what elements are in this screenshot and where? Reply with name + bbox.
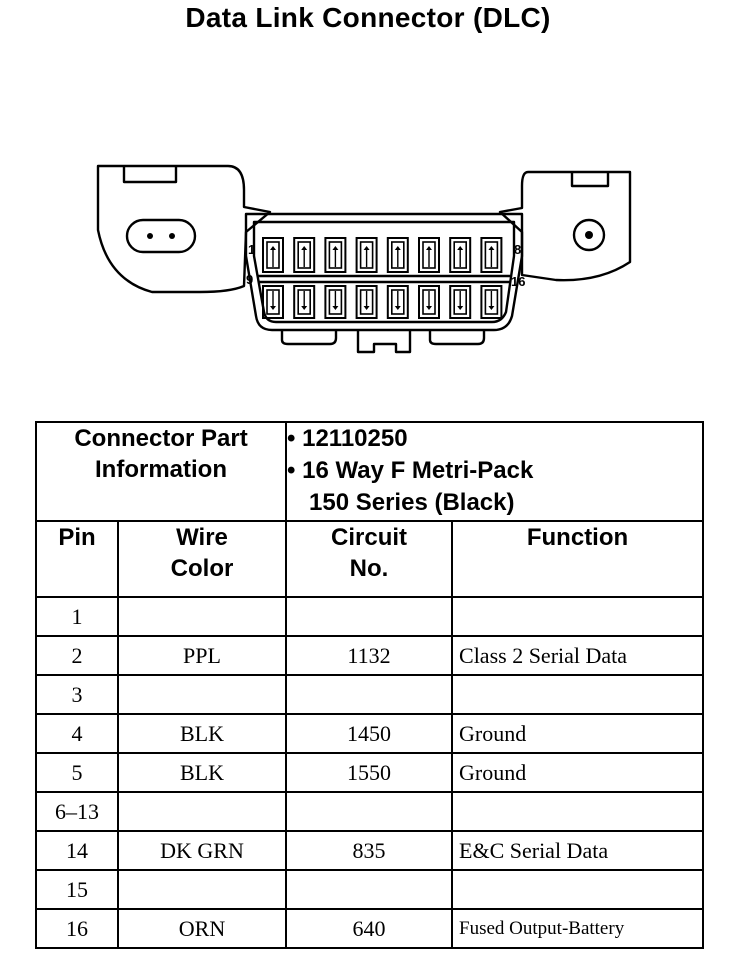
bottom-pin-7 [450, 286, 470, 318]
wire-color-cell [118, 792, 286, 831]
pin-cell: 3 [36, 675, 118, 714]
header-wire-color: Wire Color [118, 521, 286, 597]
part-info-value [286, 422, 703, 521]
function-cell: E&C Serial Data [452, 831, 703, 870]
left-oval-socket [127, 220, 195, 252]
header-pin: Pin [36, 521, 118, 597]
top-pin-1 [263, 238, 283, 272]
table-row [36, 870, 703, 909]
function-cell: Fused Output-Battery [452, 909, 703, 948]
bottom-pin-row [263, 286, 501, 318]
pin-label-16: 16 [511, 274, 526, 289]
circuit-cell [286, 597, 452, 636]
bottom-pin-2 [294, 286, 314, 318]
function-cell: Ground [452, 753, 703, 792]
table-row [36, 792, 703, 831]
pin-cell: 1 [36, 597, 118, 636]
pin-cell: 4 [36, 714, 118, 753]
wire-color-cell [118, 597, 286, 636]
circuit-cell [286, 792, 452, 831]
wire-color-cell: DK GRN [118, 831, 286, 870]
table-header-row [36, 521, 703, 597]
circuit-cell: 1550 [286, 753, 452, 792]
top-pin-row [263, 238, 501, 272]
top-pin-3 [325, 238, 345, 272]
part-number: 12110250 [302, 425, 408, 452]
table-row [36, 753, 703, 792]
page-title: Data Link Connector (DLC) [185, 2, 551, 33]
wire-color-cell: ORN [118, 909, 286, 948]
wire-color-cell: BLK [118, 753, 286, 792]
bottom-pin-3 [325, 286, 345, 318]
part-info-label: Connector Part Information [36, 422, 286, 521]
bottom-key-notch [358, 330, 410, 352]
top-pin-6 [419, 238, 439, 272]
bottom-key-tab [282, 330, 336, 344]
connector-inner-body [254, 222, 514, 322]
top-pin-5 [388, 238, 408, 272]
bottom-pin-5 [388, 286, 408, 318]
pin-cell: 5 [36, 753, 118, 792]
pin-label-8: 8 [514, 242, 522, 257]
bottom-pin-8 [481, 286, 501, 318]
top-pin-2 [294, 238, 314, 272]
table-row [36, 675, 703, 714]
top-pin-8 [481, 238, 501, 272]
left-mounting-ear [98, 166, 270, 292]
function-cell [452, 597, 703, 636]
bottom-pin-1 [263, 286, 283, 318]
pin-label-1: 1 [248, 242, 256, 257]
bottom-pin-4 [357, 286, 377, 318]
header-circuit-no: Circuit No. [286, 521, 452, 597]
connector-info-table [35, 421, 704, 949]
pin-cell: 2 [36, 636, 118, 675]
wire-color-cell [118, 870, 286, 909]
table-row [36, 636, 703, 675]
circuit-cell: 835 [286, 831, 452, 870]
function-cell [452, 675, 703, 714]
circuit-cell: 1132 [286, 636, 452, 675]
function-cell: Class 2 Serial Data [452, 636, 703, 675]
function-cell [452, 792, 703, 831]
circuit-cell [286, 870, 452, 909]
left-top-tab [124, 166, 176, 182]
pin-cell: 14 [36, 831, 118, 870]
wire-color-cell: PPL [118, 636, 286, 675]
part-series-line: 150 Series (Black) [309, 489, 515, 516]
wire-color-cell: BLK [118, 714, 286, 753]
table-row [36, 909, 703, 948]
circuit-cell: 640 [286, 909, 452, 948]
function-cell [452, 870, 703, 909]
function-cell: Ground [452, 714, 703, 753]
part-info-row [36, 422, 703, 521]
circuit-cell: 1450 [286, 714, 452, 753]
table-row [36, 714, 703, 753]
pin-label-9: 9 [246, 272, 254, 287]
pin-cell: 15 [36, 870, 118, 909]
dlc-connector-diagram [0, 0, 736, 400]
wire-color-cell [118, 675, 286, 714]
pin-cell: 16 [36, 909, 118, 948]
top-pin-4 [357, 238, 377, 272]
circuit-cell [286, 675, 452, 714]
right-top-tab [572, 172, 608, 186]
pin-cell: 6–13 [36, 792, 118, 831]
table-row [36, 831, 703, 870]
table-row [36, 597, 703, 636]
part-number-line: • 12110250 [287, 425, 408, 452]
part-description-line: • 16 Way F Metri-Pack [287, 457, 534, 484]
top-pin-7 [450, 238, 470, 272]
header-function: Function [452, 521, 703, 597]
bottom-pin-6 [419, 286, 439, 318]
